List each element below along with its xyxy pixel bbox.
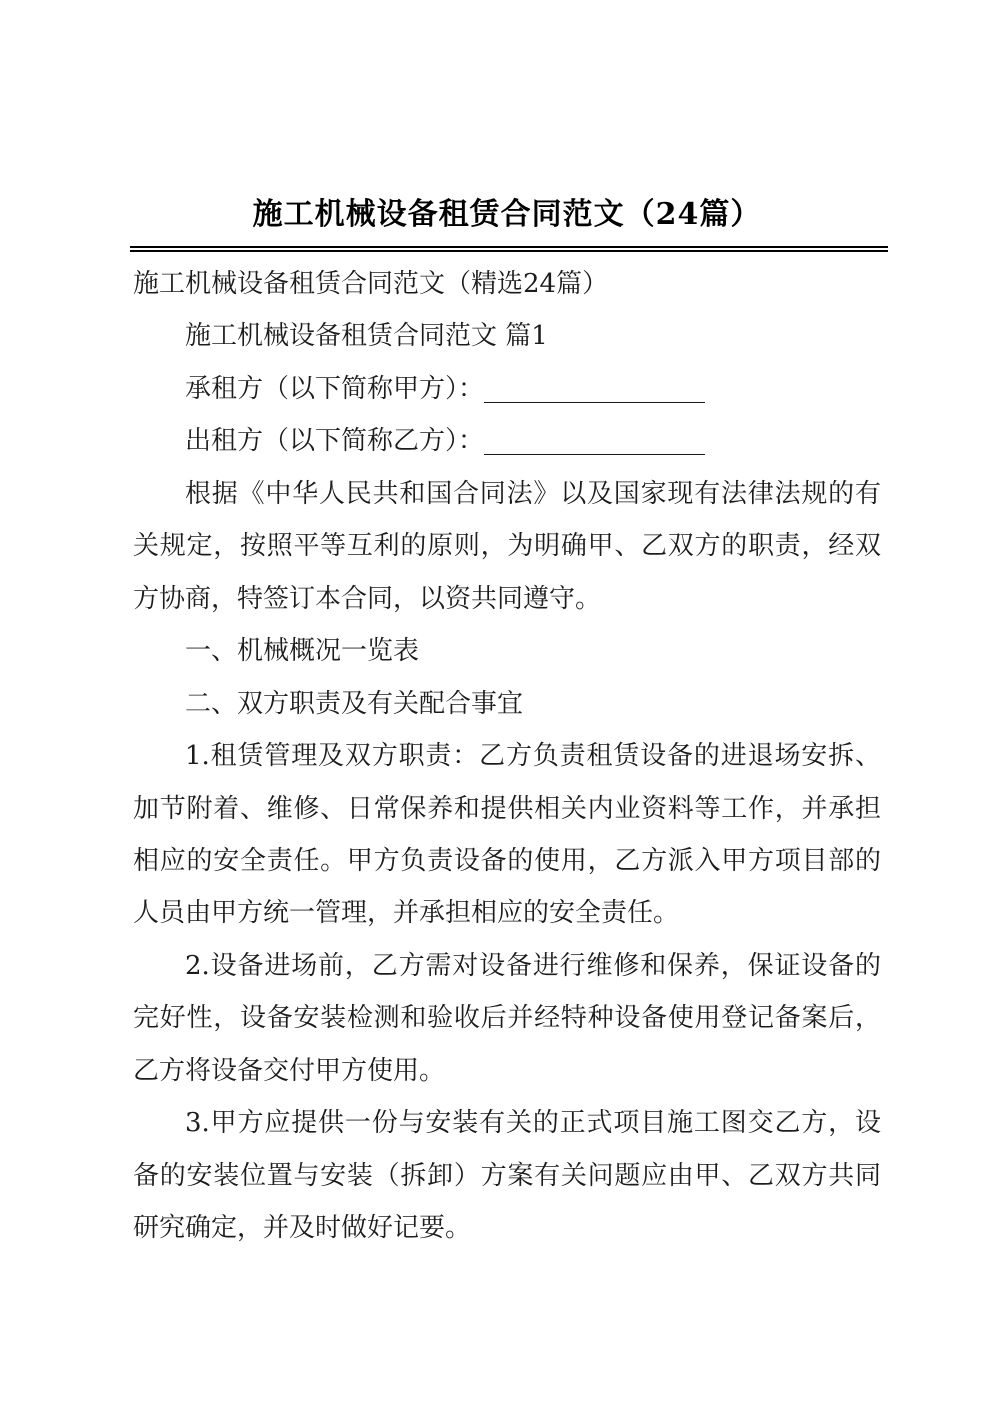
fill-in-blank: _________________ [484, 426, 706, 457]
body-line-text: 二、双方职责及有关配合事宜 [185, 688, 524, 719]
body-line-text: 根据《中华人民共和国合同法》以及国家现有法律法规的有 [185, 478, 881, 509]
body-line [133, 730, 881, 782]
body-line [133, 363, 881, 415]
body-line [133, 835, 881, 887]
body-line-text: 完好性，设备安装检测和验收后并经特种设备使用登记备案后， [133, 1003, 881, 1034]
document-title: 施工机械设备租赁合同范文（24篇） [252, 197, 762, 232]
body-line-text: 关规定，按照平等互利的原则，为明确甲、乙双方的职责，经双 [133, 531, 881, 562]
body-line [133, 1097, 881, 1149]
body-line [133, 940, 881, 992]
body-line [133, 1202, 881, 1254]
body-line [133, 887, 881, 939]
body-line-text: 备的安装位置与安装（拆卸）方案有关问题应由甲、乙双方共同 [133, 1160, 881, 1191]
body-line [133, 1150, 881, 1202]
body-line [133, 468, 881, 520]
body-line [133, 573, 881, 625]
body-line [133, 678, 881, 730]
body-line [133, 310, 881, 362]
body-line-text: 相应的安全责任。甲方负责设备的使用，乙方派入甲方项目部的 [133, 845, 881, 876]
body-line-text: 方协商，特签订本合同，以资共同遵守。 [133, 583, 602, 614]
document-body [133, 252, 881, 1255]
body-line-text: 施工机械设备租赁合同范文 篇1 [185, 321, 548, 352]
body-line-text: 出租方（以下简称乙方）： [185, 426, 485, 457]
body-line-text: 施工机械设备租赁合同范文（精选24篇） [133, 269, 609, 299]
body-line-text: 3.甲方应提供一份与安装有关的正式项目施工图交乙方，设 [185, 1108, 881, 1139]
body-line-text: 研究确定，并及时做好记要。 [133, 1213, 472, 1244]
body-line [133, 783, 881, 835]
body-line [133, 258, 881, 310]
body-line [133, 1045, 881, 1097]
body-line-text: 乙方将设备交付甲方使用。 [133, 1055, 446, 1086]
body-line-text: 承租方（以下简称甲方）： [185, 373, 485, 404]
fill-in-blank: _________________ [484, 373, 706, 404]
body-line-text: 1.租赁管理及双方职责：乙方负责租赁设备的进退场安拆、 [185, 741, 881, 772]
document-content [133, 197, 881, 1255]
body-line [133, 415, 881, 467]
body-line-text: 2.设备进场前，乙方需对设备进行维修和保养，保证设备的 [185, 950, 881, 981]
body-line-text: 加节附着、维修、日常保养和提供相关内业资料等工作，并承担 [133, 793, 881, 824]
body-line [133, 625, 881, 677]
body-line-text: 人员由甲方统一管理，并承担相应的安全责任。 [133, 898, 680, 929]
body-line-text: 一、机械概况一览表 [185, 636, 420, 667]
body-line [133, 992, 881, 1044]
body-line [133, 520, 881, 572]
